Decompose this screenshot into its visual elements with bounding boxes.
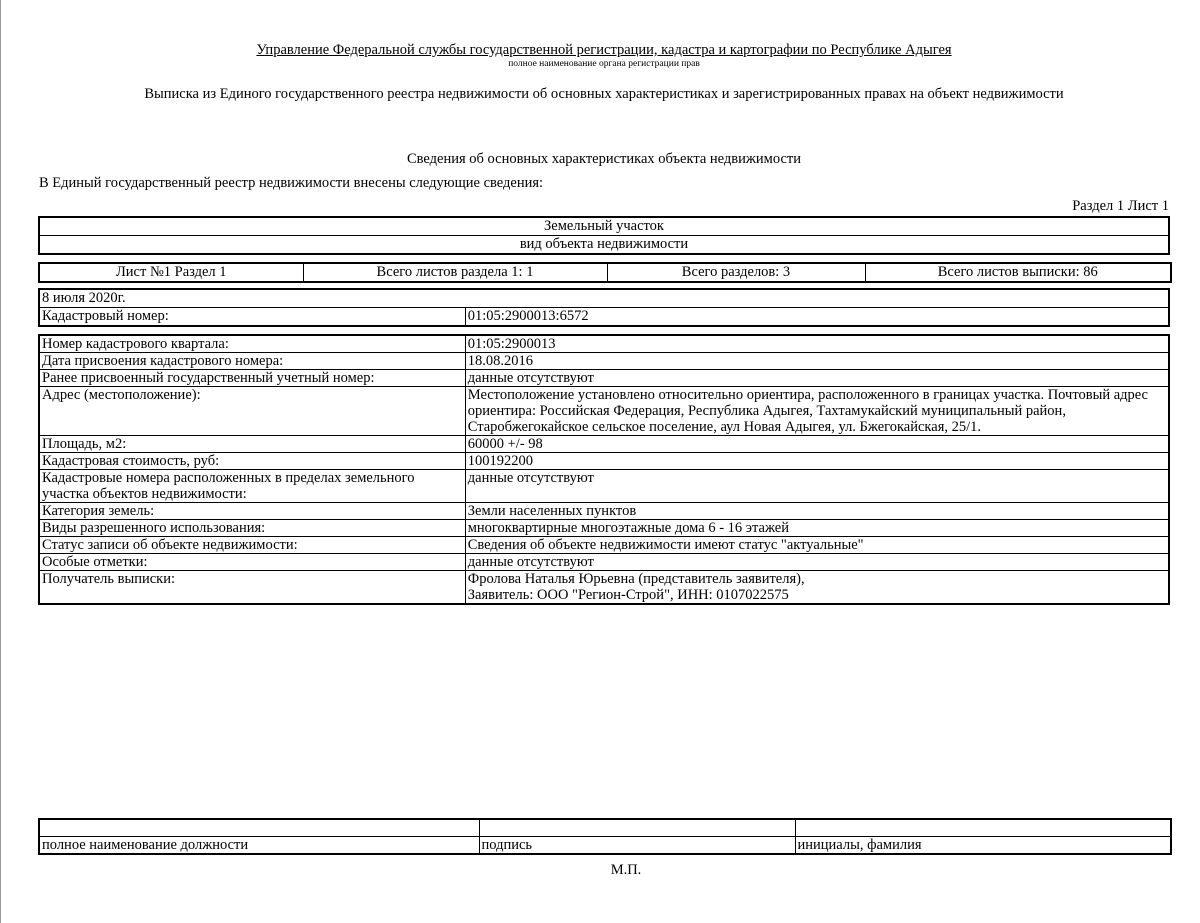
cadastral-number-value: 01:05:2900013:6572	[465, 308, 1169, 327]
registration-authority-name: Управление Федеральной службы государственной регистрации, кадастра и картографии по Республике Адыгея	[256, 42, 952, 58]
position-field	[39, 819, 479, 837]
extract-date: 8 июля 2020г.	[39, 289, 1169, 308]
row-label: Кадастровые номера расположенных в пределах земельного участка объектов недвижимости:	[39, 470, 465, 503]
table-row	[39, 453, 1169, 470]
signature-caption: подпись	[479, 837, 795, 855]
row-label: Дата присвоения кадастрового номера:	[39, 353, 465, 370]
characteristics-table	[38, 334, 1170, 605]
row-label: Получатель выписки:	[39, 571, 465, 605]
table-row	[39, 571, 1169, 605]
row-label: Площадь, м2:	[39, 436, 465, 453]
table-row	[39, 370, 1169, 387]
object-type-caption: вид объекта недвижимости	[39, 236, 1169, 255]
row-label: Особые отметки:	[39, 554, 465, 571]
row-value: Местоположение установлено относительно ориентира, расположенного в границах участка. Почтовый адрес ориентира: Российская Федерация, Республика Адыгея, Тахтамукайский муниципальный район, Старобжегокайское сельское поселение, аул Новая Адыгея, ул. Бжегокайская, 25/1.	[465, 387, 1169, 436]
table-row	[39, 520, 1169, 537]
row-value: данные отсутствуют	[465, 370, 1169, 387]
row-value: многоквартирные многоэтажные дома 6 - 16 этажей	[465, 520, 1169, 537]
total-sections: Всего разделов: 3	[607, 263, 865, 282]
row-value: 60000 +/- 98	[465, 436, 1169, 453]
row-label: Номер кадастрового квартала:	[39, 335, 465, 353]
sheet-section: Лист №1 Раздел 1	[39, 263, 303, 282]
row-value: Сведения об объекте недвижимости имеют статус "актуальные"	[465, 537, 1169, 554]
page-left-border	[0, 0, 1, 923]
total-sheets-section: Всего листов раздела 1: 1	[303, 263, 607, 282]
table-row	[39, 353, 1169, 370]
name-caption: инициалы, фамилия	[795, 837, 1171, 855]
table-row	[39, 537, 1169, 554]
table-row	[39, 503, 1169, 520]
intro-text: В Единый государственный реестр недвижимости внесены следующие сведения:	[39, 175, 544, 191]
row-value: 01:05:2900013	[465, 335, 1169, 353]
position-caption: полное наименование должности	[39, 837, 479, 855]
table-row	[39, 436, 1169, 453]
row-label: Адрес (местоположение):	[39, 387, 465, 436]
signature-table	[38, 818, 1172, 855]
stamp-place: М.П.	[610, 862, 642, 878]
section-sheet-label: Раздел 1 Лист 1	[1072, 198, 1169, 214]
row-label: Ранее присвоенный государственный учетный номер:	[39, 370, 465, 387]
registration-authority-caption: полное наименование органа регистрации прав	[508, 59, 700, 69]
total-sheets: Всего листов выписки: 86	[865, 263, 1171, 282]
row-label: Кадастровая стоимость, руб:	[39, 453, 465, 470]
table-row	[39, 554, 1169, 571]
cadastral-number-label: Кадастровый номер:	[39, 308, 465, 327]
table-row	[39, 335, 1169, 353]
row-value: Фролова Наталья Юрьевна (представитель заявителя), Заявитель: ООО "Регион-Строй", ИНН: 0107022575	[465, 571, 1169, 605]
object-type-table	[38, 216, 1170, 255]
table-row	[39, 387, 1169, 436]
date-cadastral-table	[38, 288, 1170, 327]
sheets-info-table	[38, 262, 1172, 283]
row-label: Категория земель:	[39, 503, 465, 520]
row-value: 18.08.2016	[465, 353, 1169, 370]
row-value: данные отсутствуют	[465, 554, 1169, 571]
table-row	[39, 470, 1169, 503]
row-value: Земли населенных пунктов	[465, 503, 1169, 520]
extract-title: Выписка из Единого государственного реестра недвижимости об основных характеристиках и зарегистрированных правах на объект недвижимости	[144, 86, 1064, 102]
object-type: Земельный участок	[39, 217, 1169, 236]
row-value: данные отсутствуют	[465, 470, 1169, 503]
row-label: Статус записи об объекте недвижимости:	[39, 537, 465, 554]
name-field	[795, 819, 1171, 837]
row-label: Виды разрешенного использования:	[39, 520, 465, 537]
row-value: 100192200	[465, 453, 1169, 470]
signature-field	[479, 819, 795, 837]
info-title: Сведения об основных характеристиках объекта недвижимости	[406, 151, 802, 167]
